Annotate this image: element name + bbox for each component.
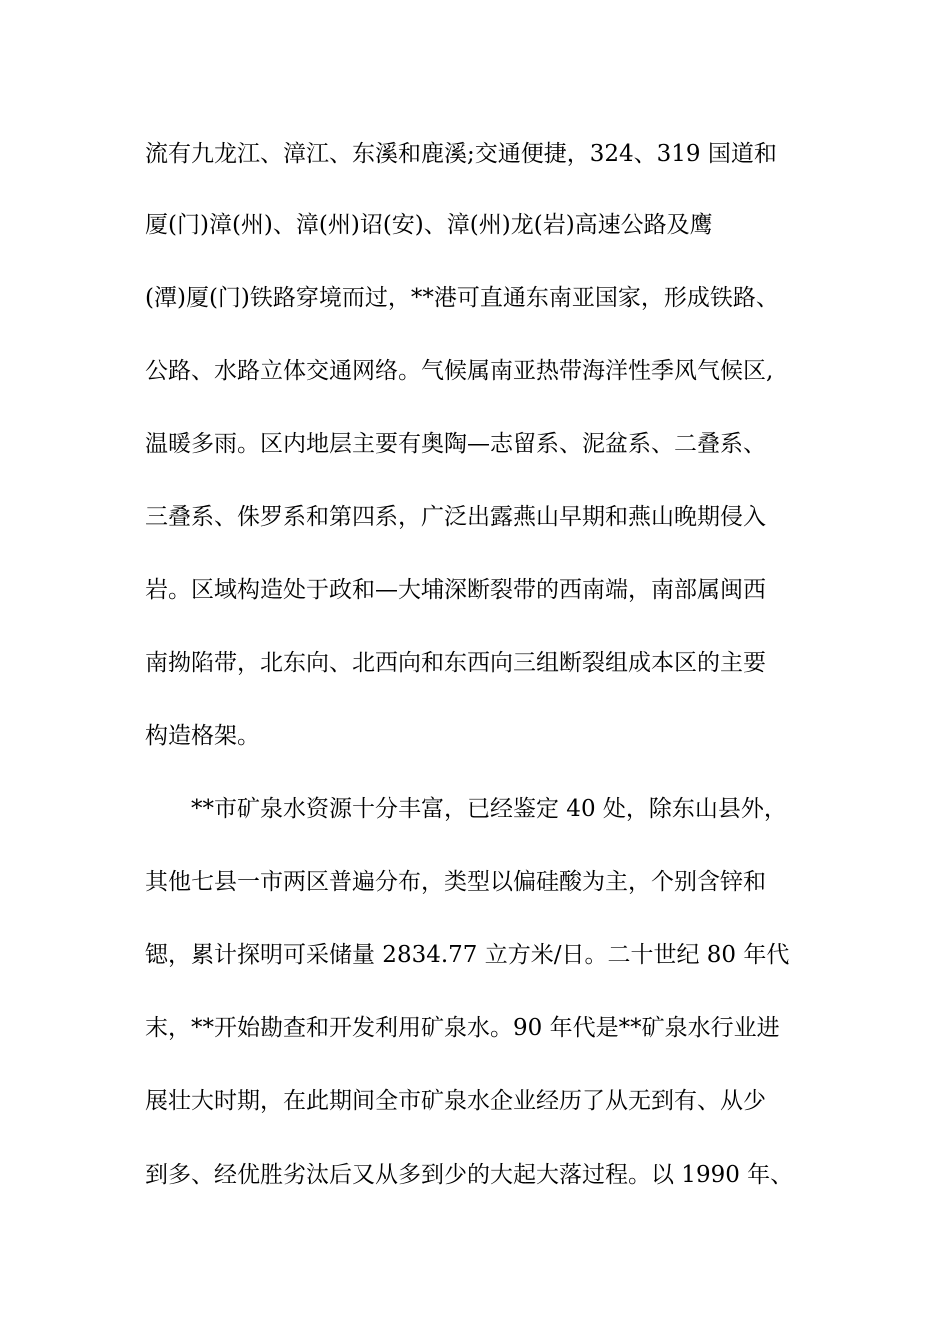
paragraph-1-line-8: 南拗陷带，北东向、北西向和东西向三组断裂组成本区的主要 bbox=[145, 650, 766, 676]
paragraph-2-line-4: 末，**开始勘查和开发利用矿泉水。90 年代是**矿泉水行业进 bbox=[145, 1015, 780, 1041]
paragraph-1-line-1: 流有九龙江、漳江、东溪和鹿溪;交通便捷，324、319 国道和 bbox=[145, 141, 777, 167]
paragraph-2-line-3: 锶，累计探明可采储量 2834.77 立方米/日。二十世纪 80 年代 bbox=[145, 942, 790, 968]
paragraph-2-line-1: **市矿泉水资源十分丰富，已经鉴定 40 处，除东山县外， bbox=[191, 796, 787, 822]
paragraph-1-line-4: 公路、水路立体交通网络。气候属南亚热带海洋性季风气候区, bbox=[145, 358, 774, 384]
paragraph-2-line-5: 展壮大时期，在此期间全市矿泉水企业经历了从无到有、从少 bbox=[145, 1088, 766, 1114]
paragraph-1-line-3: (潭)厦(门)铁路穿境而过，**港可直通东南亚国家，形成铁路、 bbox=[145, 285, 779, 311]
paragraph-2-line-2: 其他七县一市两区普遍分布，类型以偏硅酸为主，个别含锌和 bbox=[145, 869, 766, 895]
paragraph-1-line-5: 温暖多雨。区内地层主要有奥陶—志留系、泥盆系、二叠系、 bbox=[145, 431, 766, 457]
paragraph-1-line-2: 厦(门)漳(州)、漳(州)诏(安)、漳(州)龙(岩)高速公路及鹰 bbox=[145, 212, 713, 238]
paragraph-1-line-9: 构造格架。 bbox=[145, 723, 260, 749]
paragraph-1-line-6: 三叠系、侏罗系和第四系，广泛出露燕山早期和燕山晚期侵入 bbox=[145, 504, 766, 530]
paragraph-1-line-7: 岩。区域构造处于政和—大埔深断裂带的西南端，南部属闽西 bbox=[145, 577, 766, 603]
paragraph-2-line-6: 到多、经优胜劣汰后又从多到少的大起大落过程。以 1990 年、 bbox=[145, 1162, 794, 1188]
